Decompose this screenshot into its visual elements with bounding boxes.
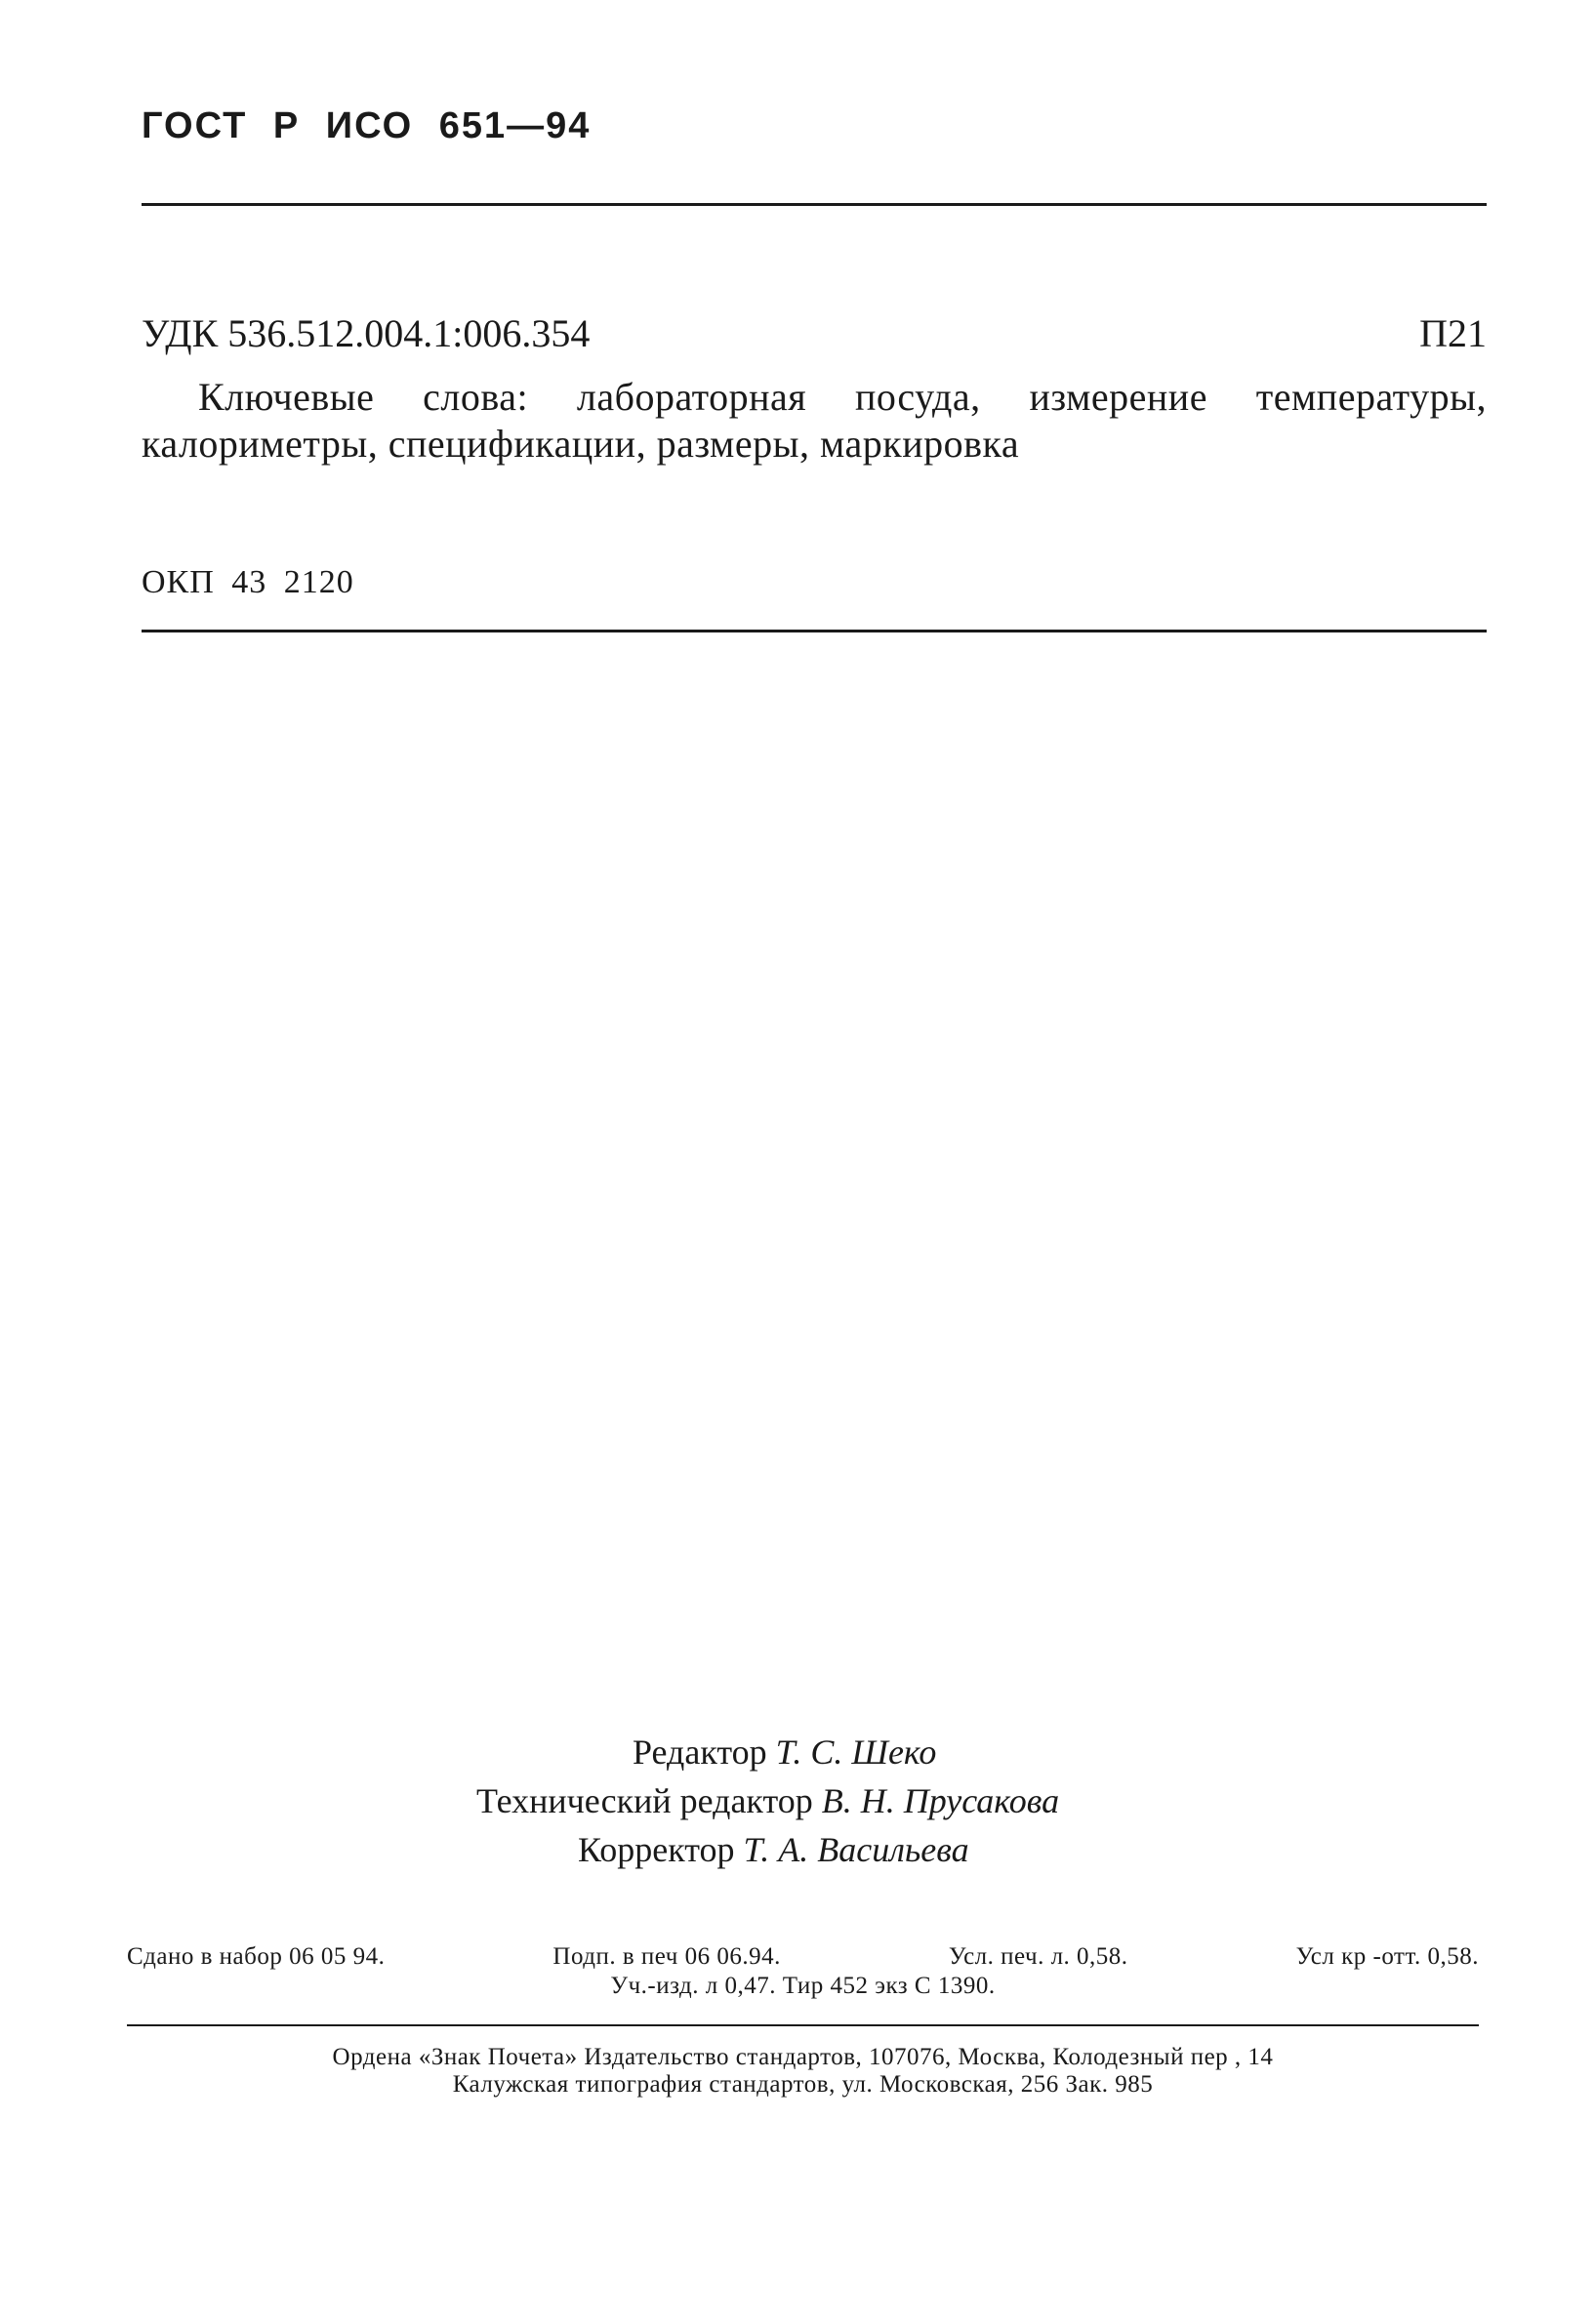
color-prints: Усл кр -отт. 0,58. <box>1295 1943 1479 1970</box>
tech-editor-name: В. Н. Прусакова <box>821 1781 1060 1820</box>
tech-editor-role: Технический редактор <box>476 1781 813 1820</box>
edition-line: Уч.-изд. л 0,47. Тир 452 экз С 1390. <box>610 1973 996 1999</box>
printing-house-line: Калужская типография стандартов, ул. Московская, 256 Зак. 985 <box>452 2071 1154 2098</box>
editor-name: Т. С. Шеко <box>775 1733 937 1772</box>
group-code: П21 <box>1419 311 1487 355</box>
corrector-name: Т. А. Васильева <box>743 1830 969 1869</box>
tech-editor-line <box>476 1776 1059 1825</box>
imprint-divider <box>127 2024 1479 2026</box>
submitted-date: Сдано в набор 06 05 94. <box>127 1943 386 1970</box>
udk-row <box>142 310 1487 356</box>
corrector-role: Корректор <box>578 1830 735 1869</box>
editor-role: Редактор <box>633 1733 767 1772</box>
publisher-line: Ордена «Знак Почета» Издательство стандартов, 107076, Москва, Колодезный пер , 14 <box>332 2044 1274 2070</box>
imprint-row <box>127 1942 1479 1972</box>
imprint-block <box>127 1942 1479 2001</box>
print-sheets: Усл. печ. л. 0,58. <box>948 1943 1128 1970</box>
keywords: Ключевые слова: лабораторная посуда, измерение температуры, калориметры, спецификации, размеры, маркировка <box>142 375 1487 466</box>
classification-divider <box>142 630 1487 632</box>
editor-line <box>633 1728 936 1776</box>
publisher-block <box>127 2044 1479 2099</box>
header-divider <box>142 203 1487 206</box>
signed-date: Подп. в печ 06 06.94. <box>552 1943 781 1970</box>
udk-code: УДК 536.512.004.1:006.354 <box>142 311 591 355</box>
okp-code: ОКП 43 2120 <box>142 564 354 600</box>
corrector-line <box>578 1825 969 1874</box>
standard-code: ГОСТ Р ИСО 651—94 <box>142 105 592 146</box>
